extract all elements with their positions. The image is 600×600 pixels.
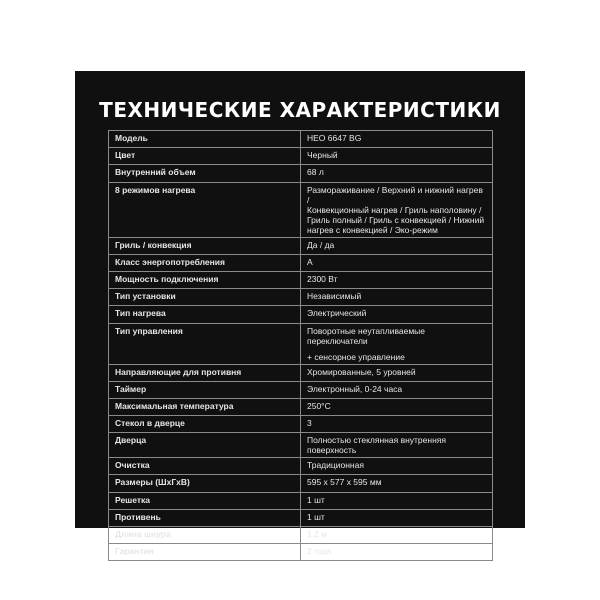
table-row <box>109 182 493 237</box>
spec-key-dimensions: Размеры (ШхГхВ) <box>109 475 301 492</box>
spec-key-max-temp: Максимальная температура <box>109 398 301 415</box>
spec-key-door: Дверца <box>109 433 301 458</box>
spec-key-tray: Противень <box>109 509 301 526</box>
spec-key-cord-length: Длина шнура <box>109 527 301 544</box>
table-row <box>109 237 493 254</box>
spec-value-warranty: 2 года <box>301 544 493 561</box>
table-row <box>109 475 493 492</box>
spec-value-control-type <box>301 323 493 364</box>
table-row <box>109 527 493 544</box>
table-row <box>109 131 493 148</box>
table-row <box>109 148 493 165</box>
spec-key-heating-modes: 8 режимов нагрева <box>109 182 301 237</box>
table-row <box>109 271 493 288</box>
spec-key-control-type: Тип управления <box>109 323 301 364</box>
spec-key-model: Модель <box>109 131 301 148</box>
spec-key-warranty: Гарантия <box>109 544 301 561</box>
spec-value-volume: 68 л <box>301 165 493 182</box>
spec-key-door-glass: Стекол в дверце <box>109 416 301 433</box>
spec-value-max-temp: 250°C <box>301 398 493 415</box>
spec-key-color: Цвет <box>109 148 301 165</box>
table-row <box>109 323 493 364</box>
spec-key-install-type: Тип установки <box>109 289 301 306</box>
table-row <box>109 289 493 306</box>
spec-value-line: Размораживание / Верхний и нижний нагрев / <box>307 184 483 205</box>
table-row <box>109 306 493 323</box>
spec-value-cleaning: Традиционная <box>301 458 493 475</box>
spec-key-volume: Внутренний объем <box>109 165 301 182</box>
table-row <box>109 364 493 381</box>
spec-key-rack: Решетка <box>109 492 301 509</box>
spec-value-line: + сенсорное управление <box>307 351 405 362</box>
spec-value-heating-type: Электрический <box>301 306 493 323</box>
spec-value-tray: 1 шт <box>301 509 493 526</box>
spec-table <box>108 130 493 561</box>
table-row <box>109 433 493 458</box>
spec-key-power: Мощность подключения <box>109 271 301 288</box>
table-row <box>109 381 493 398</box>
spec-value-cord-length: 1.2 м <box>301 527 493 544</box>
table-row <box>109 254 493 271</box>
spec-value-timer: Электронный, 0-24 часа <box>301 381 493 398</box>
page-title: ТЕХНИЧЕСКИЕ ХАРАКТЕРИСТИКИ <box>99 98 501 122</box>
spec-value-line: Гриль полный / Гриль с конвекцией / Нижний <box>307 214 485 225</box>
table-row <box>109 544 493 561</box>
table-row <box>109 492 493 509</box>
spec-value-line: Конвекционный нагрев / Гриль наполовину / <box>307 204 482 215</box>
spec-value-model: HEO 6647 BG <box>301 131 493 148</box>
spec-value-install-type: Независимый <box>301 289 493 306</box>
spec-value-dimensions: 595 х 577 х 595 мм <box>301 475 493 492</box>
spec-value-door-glass: 3 <box>301 416 493 433</box>
spec-key-heating-type: Тип нагрева <box>109 306 301 323</box>
spec-panel <box>75 71 525 557</box>
table-row <box>109 165 493 182</box>
spec-value-door: Полностью стеклянная внутренняя поверхность <box>301 433 493 458</box>
spec-value-tray-guides: Хромированные, 5 уровней <box>301 364 493 381</box>
spec-value-line: нагрев с конвекцией / Эко-режим <box>307 224 438 235</box>
spec-key-tray-guides: Направляющие для противня <box>109 364 301 381</box>
spec-key-cleaning: Очистка <box>109 458 301 475</box>
spec-value-energy-class: А <box>301 254 493 271</box>
spec-value-color: Черный <box>301 148 493 165</box>
spec-key-grill-convection: Гриль / конвекция <box>109 237 301 254</box>
table-row <box>109 509 493 526</box>
table-row <box>109 416 493 433</box>
spec-key-energy-class: Класс энергопотребления <box>109 254 301 271</box>
spec-value-heating-modes <box>301 182 493 237</box>
spec-value-line: Поворотные неутапливаемые переключатели <box>307 325 426 346</box>
spec-value-grill-convection: Да / да <box>301 237 493 254</box>
table-row <box>109 458 493 475</box>
spec-value-power: 2300 Вт <box>301 271 493 288</box>
table-row <box>109 398 493 415</box>
spec-value-rack: 1 шт <box>301 492 493 509</box>
spec-key-timer: Таймер <box>109 381 301 398</box>
